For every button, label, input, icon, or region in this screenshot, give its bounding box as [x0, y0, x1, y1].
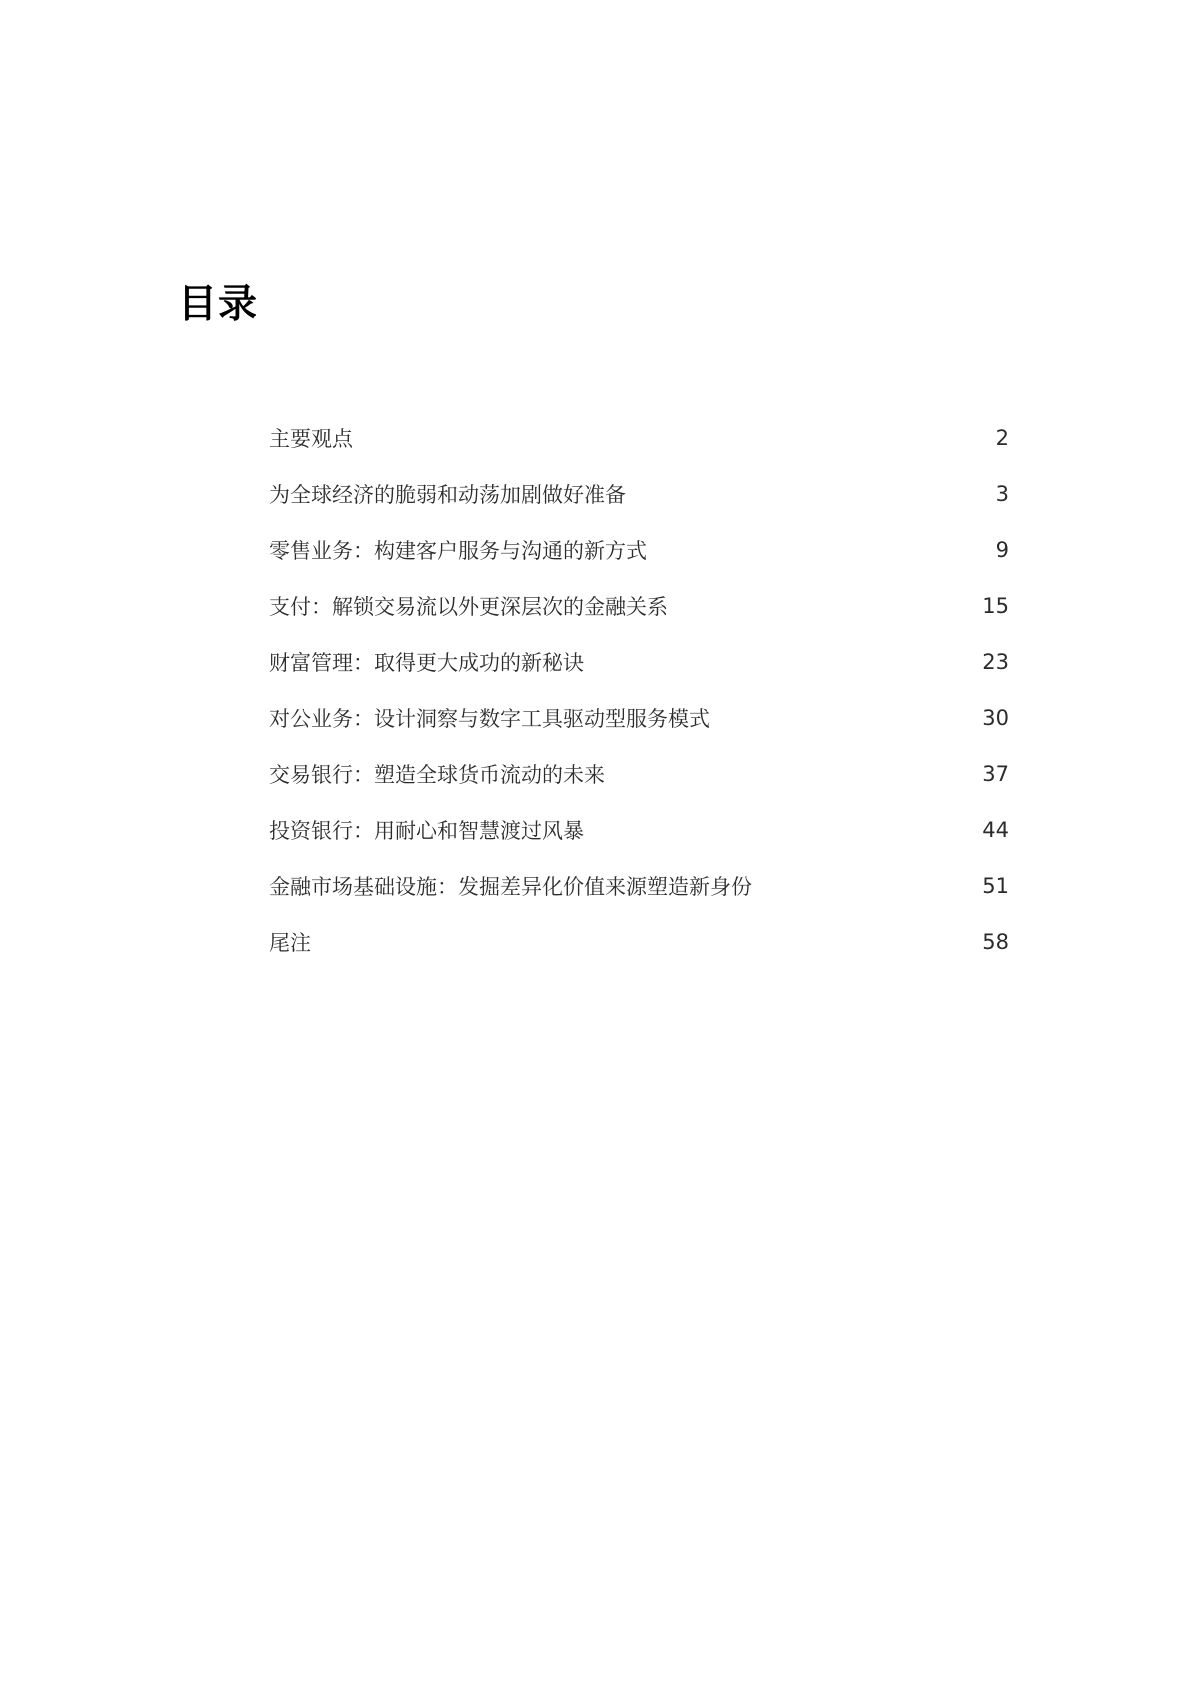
toc-entry[interactable]	[269, 858, 1009, 914]
toc-entry[interactable]	[269, 914, 1009, 970]
toc-entry-title: 尾注	[269, 931, 311, 955]
table-of-contents	[269, 410, 1009, 970]
toc-entry[interactable]	[269, 410, 1009, 466]
toc-entry-page-number: 30	[982, 706, 1009, 730]
toc-entry-title: 对公业务：设计洞察与数字工具驱动型服务模式	[269, 707, 710, 731]
toc-entry-title: 支付：解锁交易流以外更深层次的金融关系	[269, 595, 668, 619]
toc-entry-page-number: 37	[982, 762, 1009, 786]
toc-entry[interactable]	[269, 522, 1009, 578]
toc-entry[interactable]	[269, 634, 1009, 690]
toc-entry-title: 主要观点	[269, 427, 353, 451]
toc-entry-page-number: 44	[982, 818, 1009, 842]
toc-entry-page-number: 3	[995, 482, 1009, 506]
toc-entry-title: 交易银行：塑造全球货币流动的未来	[269, 763, 605, 787]
toc-entry[interactable]	[269, 466, 1009, 522]
toc-entry-page-number: 9	[995, 538, 1009, 562]
toc-entry-page-number: 23	[982, 650, 1009, 674]
toc-entry-title: 投资银行：用耐心和智慧渡过风暴	[269, 819, 584, 843]
page-title: 目录	[178, 282, 259, 327]
toc-entry[interactable]	[269, 746, 1009, 802]
toc-entry-title: 零售业务：构建客户服务与沟通的新方式	[269, 539, 647, 563]
toc-entry[interactable]	[269, 690, 1009, 746]
toc-entry-page-number: 51	[982, 874, 1009, 898]
toc-entry-page-number: 58	[982, 930, 1009, 954]
toc-entry-title: 金融市场基础设施：发掘差异化价值来源塑造新身份	[269, 875, 752, 899]
toc-entry-page-number: 2	[995, 426, 1009, 450]
toc-entry-title: 为全球经济的脆弱和动荡加剧做好准备	[269, 483, 626, 507]
toc-entry[interactable]	[269, 578, 1009, 634]
toc-entry-page-number: 15	[982, 594, 1009, 618]
toc-entry[interactable]	[269, 802, 1009, 858]
toc-entry-title: 财富管理：取得更大成功的新秘诀	[269, 651, 584, 675]
